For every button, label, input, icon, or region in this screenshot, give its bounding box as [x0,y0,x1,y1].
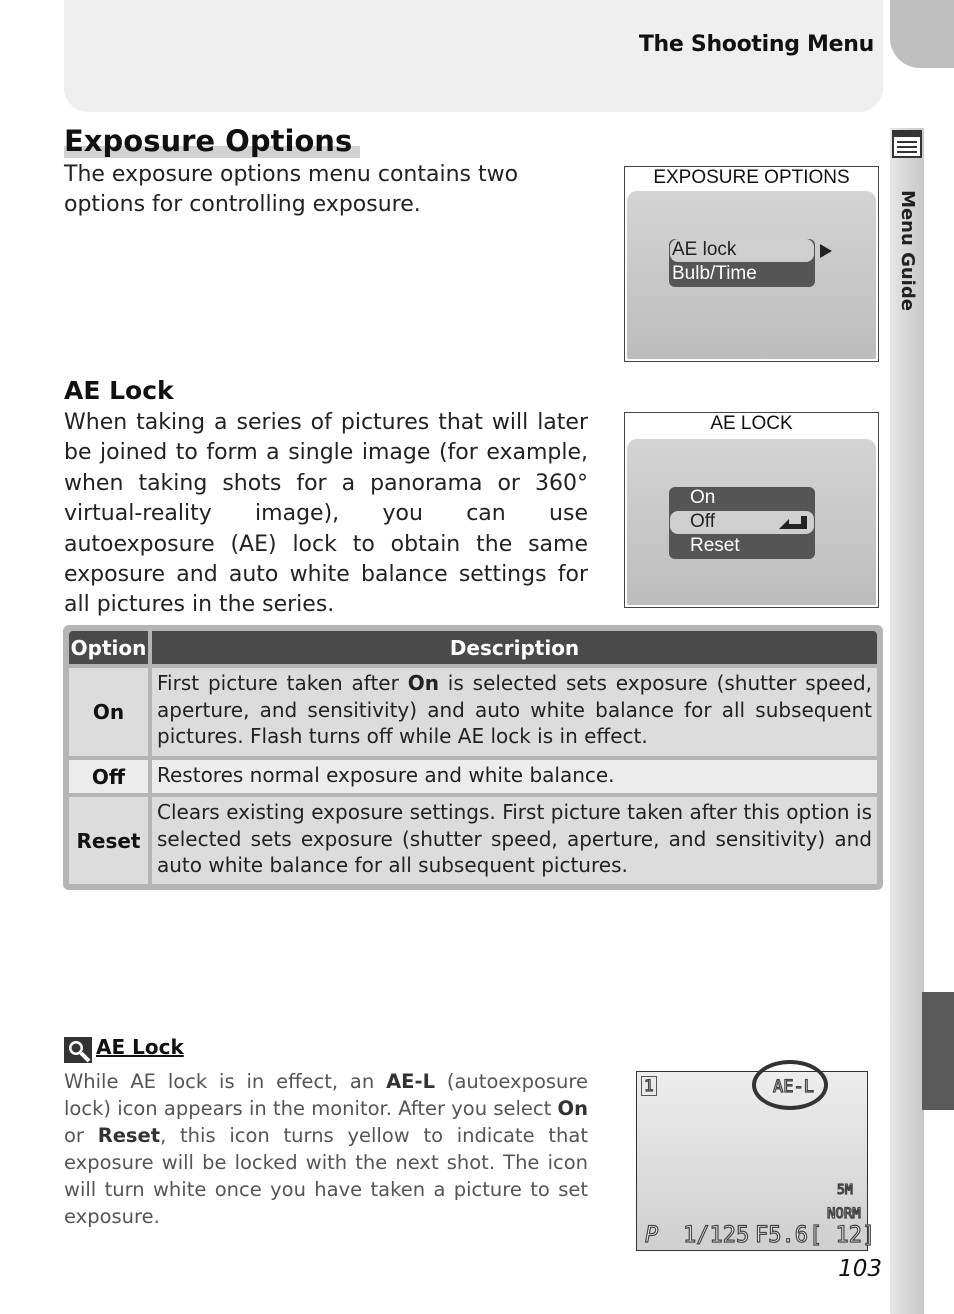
chapter-tab [922,992,954,1110]
note-magnifier-icon [64,1037,92,1063]
frame-indicator: 1 [641,1076,657,1096]
section-intro: The exposure options menu contains two options for controlling exposure. [64,162,519,217]
ae-lock-screen [624,412,879,608]
exposure-options-screen [624,166,879,362]
ae-lock-body: When taking a series of pictures that will later be joined to form a single image (for example, when taking shots for a panorama or 360° virtual-reality image), you can use autoexposure (AE) lock to obtain the same exposure and auto white balance settings for all pictures in the series. [64,410,588,618]
subsection-title: AE Lock [64,376,174,405]
options-table [63,625,883,890]
menu-item-on: On [690,487,716,508]
monitor-display [636,1071,876,1251]
menu-list-icon [892,130,922,158]
enter-icon [777,513,809,535]
sidebar-label: Menu Guide [896,189,918,311]
section-title: Exposure Options [64,124,360,158]
chapter-title: The Shooting Menu [638,32,874,57]
menu-item-bulb-time: Bulb/Time [672,263,757,284]
menu-item-ae-lock: AE lock [672,239,737,260]
tip-title: AE Lock [96,1035,184,1059]
ael-indicator: AE-L [773,1077,814,1097]
shutter-indicator: 1/125 [683,1223,750,1248]
tip-text: While AE lock is in effect, an AE-L (autoexposure lock) icon appears in the monitor. After you select On or Reset, this icon turns yellow to indicate that exposure will be locked with the next shot. The icon will turn white once you have taken a picture to set exposure. [64,1070,588,1228]
table-row-option: Reset [69,797,148,884]
header-description: Description [152,631,877,664]
table-row-description: Clears existing exposure settings. First picture taken after this option is selected sets exposure (shutter speed, aperture, and sensitivity) and auto white balance for all subsequent pictures. [152,797,877,884]
arrow-right-icon [819,243,833,263]
table-row-option: Off [69,760,148,793]
table-row-description: Restores normal exposure and white balance. [152,760,877,793]
screen-panel [627,439,876,605]
frames-remaining: [ 12] [809,1223,876,1248]
menu-item-reset: Reset [690,535,740,556]
ael-highlight-circle [752,1060,828,1110]
screen-title: EXPOSURE OPTIONS [653,167,850,188]
screen-title: AE LOCK [710,413,793,434]
header-option: Option [69,631,148,664]
screen-panel [627,191,876,359]
aperture-indicator: F5.6 [755,1223,808,1248]
table-row-description: First picture taken after On is selected sets exposure (shutter speed, aperture, and sensitivity) and auto white balance for all subsequent pictures. Flash turns off while AE lock is in effect. [152,668,877,756]
top-tab [890,0,954,68]
mode-indicator: P [645,1223,659,1248]
quality-indicator: NORM [827,1206,861,1222]
table-row-option: On [69,668,148,756]
page-number: 103 [838,1256,882,1282]
image-size-indicator: 5M [837,1183,853,1198]
menu-item-off: Off [690,511,715,532]
